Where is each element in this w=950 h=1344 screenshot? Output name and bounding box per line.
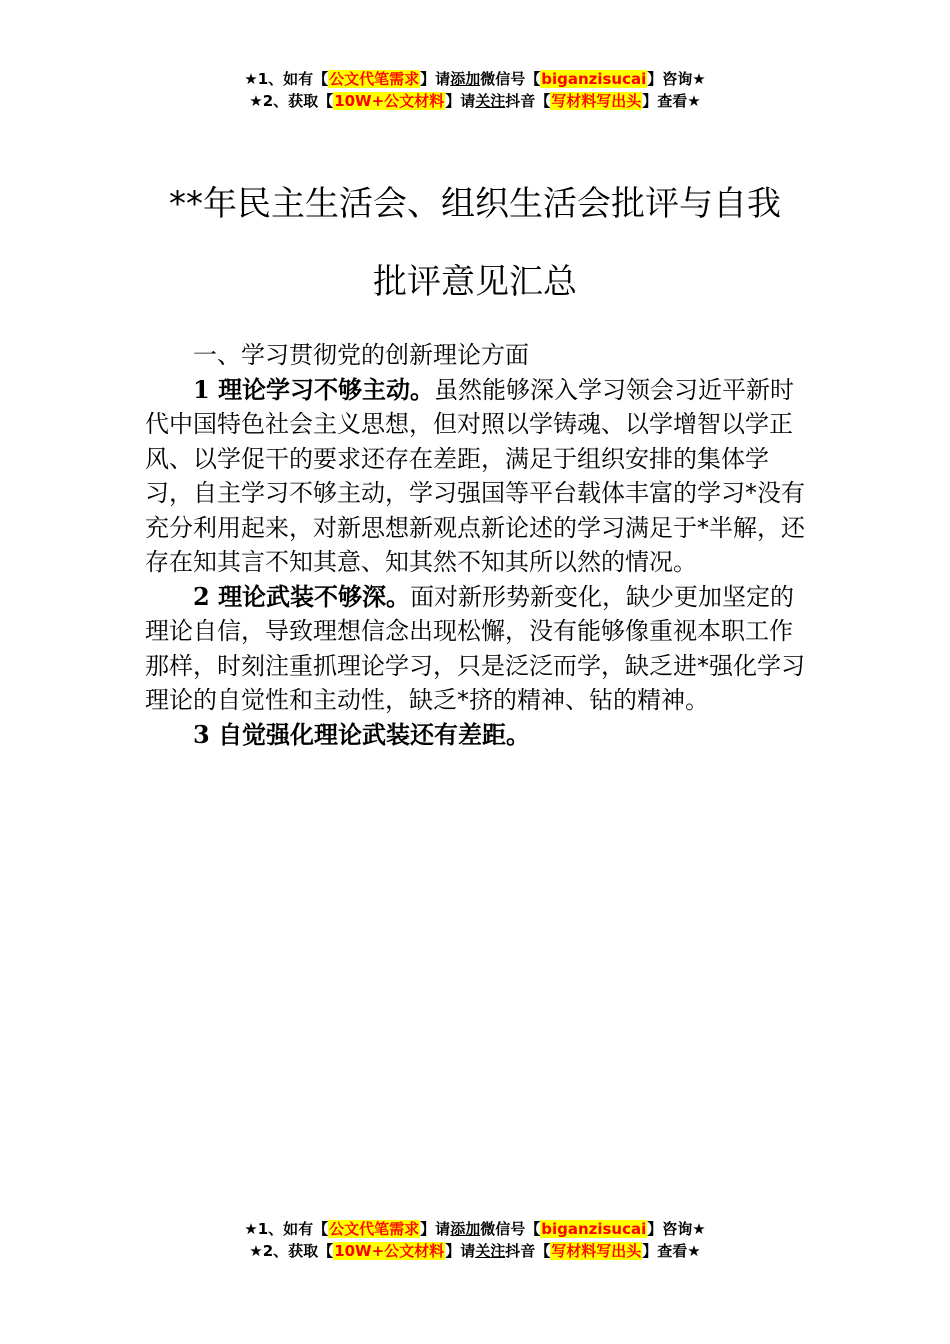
paragraph-item-2 xyxy=(145,580,805,718)
banner-highlight: 10W+公文材料 xyxy=(334,92,445,110)
banner-text: 】请 xyxy=(445,92,476,110)
title-line-1: **年民主生活会、组织生活会批评与自我 xyxy=(169,184,781,224)
banner-text: 】请 xyxy=(420,70,451,88)
banner-underlined-text: 添加 xyxy=(450,1220,481,1238)
banner-highlight: biganzisucai xyxy=(541,1220,647,1238)
banner-line-2 xyxy=(0,90,950,112)
banner-text: 】请 xyxy=(420,1220,451,1238)
item-lead: 理论学习不够主动。 xyxy=(218,375,435,404)
banner-text: ★2、获取【 xyxy=(249,1242,334,1260)
item-number: 3 xyxy=(193,719,219,749)
document-title xyxy=(145,176,805,332)
banner-text: ★2、获取【 xyxy=(249,92,334,110)
banner-text: ★1、如有【 xyxy=(244,1220,329,1238)
banner-highlight: 10W+公文材料 xyxy=(334,1242,445,1260)
banner-text: 微信号【 xyxy=(480,1220,541,1238)
banner-text: 微信号【 xyxy=(480,70,541,88)
item-lead: 理论武装不够深。 xyxy=(218,582,411,611)
title-line-2: 批评意见汇总 xyxy=(373,262,577,302)
item-number: 1 xyxy=(193,374,219,404)
banner-underlined-text: 关注 xyxy=(475,1242,506,1260)
banner-highlight: 公文代笔需求 xyxy=(329,70,420,88)
paragraph-item-3 xyxy=(145,718,805,753)
document-body xyxy=(145,338,805,752)
banner-text: 】咨询★ xyxy=(647,1220,706,1238)
banner-highlight: 写材料写出头 xyxy=(551,1242,642,1260)
banner-underlined-text: 添加 xyxy=(450,70,481,88)
banner-text: 】查看★ xyxy=(642,1242,701,1260)
banner-text: 】咨询★ xyxy=(647,70,706,88)
item-text: 面对新形势新变化，缺少更加坚定的理论自信，导致理想信念出现松懈，没有能够像重视本职工作那样，时刻注重抓理论学习，只是泛泛而学，缺乏进*强化学习理论的自觉性和主动性，缺乏*挤的精神、钻的精神。 xyxy=(145,582,805,714)
banner-line-1 xyxy=(0,1218,950,1240)
header-banner xyxy=(0,68,950,112)
section-heading: 一、学习贯彻党的创新理论方面 xyxy=(193,341,529,369)
banner-text: 抖音【 xyxy=(505,92,551,110)
footer-banner xyxy=(0,1218,950,1262)
banner-text: 】查看★ xyxy=(642,92,701,110)
item-lead: 自觉强化理论武装还有差距。 xyxy=(218,720,531,749)
banner-highlight: biganzisucai xyxy=(541,70,647,88)
banner-underlined-text: 关注 xyxy=(475,92,506,110)
item-number: 2 xyxy=(193,581,219,611)
banner-text: 抖音【 xyxy=(505,1242,551,1260)
banner-text: 】请 xyxy=(445,1242,476,1260)
banner-line-2 xyxy=(0,1240,950,1262)
item-text: 虽然能够深入学习领会习近平新时代中国特色社会主义思想，但对照以学铸魂、以学增智以学正风、以学促干的要求还存在差距，满足于组织安排的集体学习，自主学习不够主动，学习强国等平台载体丰富的学习*没有充分利用起来，对新思想新观点新论述的学习满足于*半解，还存在知其言不知其意、知其然不知其所以然的情况。 xyxy=(145,375,805,576)
banner-highlight: 公文代笔需求 xyxy=(329,1220,420,1238)
banner-highlight: 写材料写出头 xyxy=(551,92,642,110)
banner-text: ★1、如有【 xyxy=(244,70,329,88)
paragraph-item-1 xyxy=(145,373,805,580)
banner-line-1 xyxy=(0,68,950,90)
